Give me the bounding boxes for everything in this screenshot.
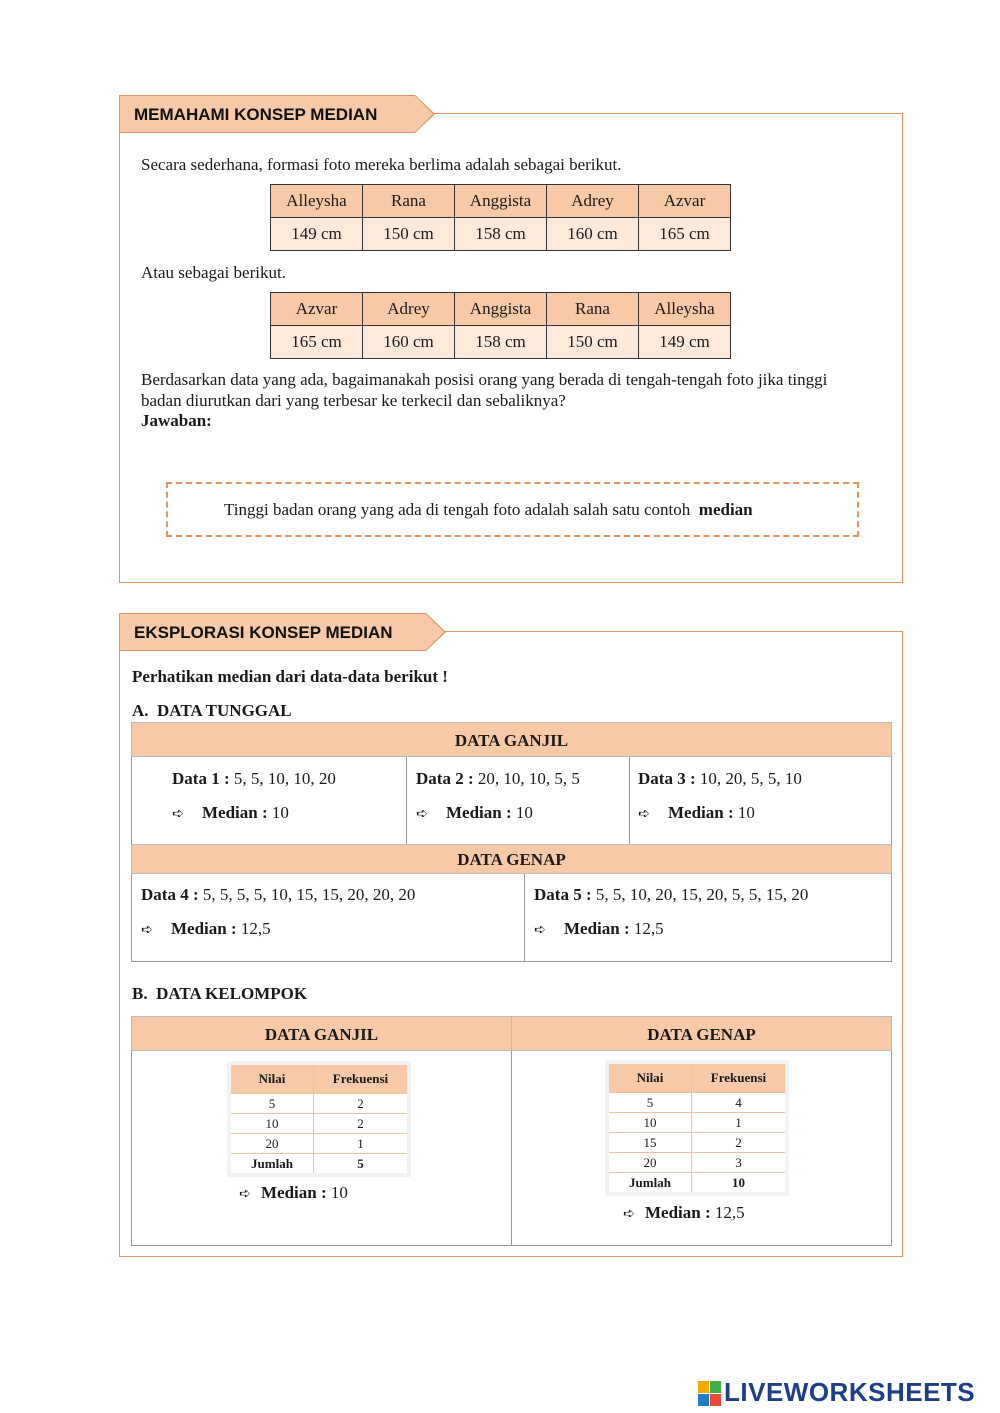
height-table-1 [270, 184, 731, 251]
table-row [271, 218, 731, 251]
data-values: 10, 20, 5, 5, 10 [699, 769, 802, 788]
data-3 [638, 768, 802, 789]
section1-intro: Secara sederhana, formasi foto mereka berlima adalah sebagai berikut. [141, 155, 622, 174]
table-cell: Anggista [455, 185, 547, 218]
table-cell: 2 [314, 1094, 410, 1114]
answer-text: Tinggi badan orang yang ada di tengah foto adalah salah satu contoh [224, 500, 691, 519]
column-header: Nilai [607, 1062, 692, 1093]
divider [511, 1051, 512, 1246]
table-cell: 1 [314, 1134, 410, 1154]
table-cell: 5 [607, 1093, 692, 1113]
or-text: Atau sebagai berikut. [141, 263, 286, 282]
median-label: Median : [171, 919, 237, 938]
part-b-heading: B. DATA KELOMPOK [132, 984, 308, 1003]
table-row [607, 1093, 787, 1113]
table-header-row [607, 1062, 787, 1093]
instruction: Perhatikan median dari data-data berikut ! [132, 667, 448, 686]
arrow-icon: ➪ [172, 806, 184, 822]
data-4 [141, 884, 415, 905]
median-label: Median : [564, 919, 630, 938]
table-cell: 10 [607, 1113, 692, 1133]
arrow-icon: ➪ [534, 922, 546, 938]
table-row [607, 1153, 787, 1173]
column-header: Frekuensi [314, 1063, 410, 1094]
question-line-2: badan diurutkan dari yang terbesar ke terkecil dan sebaliknya? [141, 391, 566, 410]
table-total-row [607, 1173, 787, 1195]
table-cell: 10 [229, 1114, 314, 1134]
median-value: 10 [737, 803, 755, 822]
divider [524, 874, 525, 962]
brand-logo[interactable]: LIVEWORKSHEETS [724, 1377, 976, 1407]
table-cell: 20 [229, 1134, 314, 1154]
median-label: Median : [261, 1183, 327, 1202]
table-row [607, 1113, 787, 1133]
median-5 [534, 918, 664, 941]
table-row [607, 1133, 787, 1153]
frequency-table-genap [605, 1060, 789, 1196]
arrow-icon: ➪ [416, 806, 428, 822]
median-value: 10 [515, 803, 533, 822]
median-value: 12,5 [240, 919, 271, 938]
section2-title: EKSPLORASI KONSEP MEDIAN [119, 613, 426, 651]
table-cell: 20 [607, 1153, 692, 1173]
column-header: Frekuensi [692, 1062, 788, 1093]
table-cell: Adrey [547, 185, 639, 218]
table-cell: 10 [692, 1173, 788, 1195]
table-cell: 165 cm [271, 326, 363, 359]
table-row [271, 293, 731, 326]
data-values: 5, 5, 10, 20, 15, 20, 5, 5, 15, 20 [595, 885, 809, 904]
table-cell: Jumlah [229, 1154, 314, 1176]
arrow-icon: ➪ [638, 806, 650, 822]
table-cell: Jumlah [607, 1173, 692, 1195]
table-cell: 149 cm [639, 326, 731, 359]
data-values: 20, 10, 10, 5, 5 [477, 769, 580, 788]
median-2 [416, 802, 533, 825]
table-row [229, 1094, 409, 1114]
table-row [271, 326, 731, 359]
data-values: 5, 5, 5, 5, 10, 15, 15, 20, 20, 20 [202, 885, 416, 904]
group-median-genap [623, 1202, 745, 1225]
table-header-row [229, 1063, 409, 1094]
data-label: Data 2 : [416, 769, 474, 788]
arrow-icon: ➪ [623, 1206, 635, 1222]
table-cell: 1 [692, 1113, 788, 1133]
table-cell: 160 cm [547, 218, 639, 251]
median-value: 12,5 [633, 919, 664, 938]
median-label: Median : [446, 803, 512, 822]
table-cell: 158 cm [455, 326, 547, 359]
median-label: Median : [668, 803, 734, 822]
table-cell: 158 cm [455, 218, 547, 251]
table-cell: 160 cm [363, 326, 455, 359]
table-cell: 15 [607, 1133, 692, 1153]
table-cell: Anggista [455, 293, 547, 326]
table-cell: Azvar [639, 185, 731, 218]
table-cell: 3 [692, 1153, 788, 1173]
frequency-table-ganjil [227, 1061, 411, 1177]
table-cell: 5 [314, 1154, 410, 1176]
liveworksheets-logo-icon [698, 1381, 722, 1407]
group-ganjil-header: DATA GANJIL [131, 1016, 512, 1051]
table-cell: Rana [363, 185, 455, 218]
table-cell: Rana [547, 293, 639, 326]
median-1 [172, 802, 289, 825]
median-value: 10 [271, 803, 289, 822]
data-1 [172, 768, 336, 789]
table-cell: 150 cm [547, 326, 639, 359]
table-row [271, 185, 731, 218]
data-label: Data 5 : [534, 885, 592, 904]
median-4 [141, 918, 271, 941]
arrow-icon: ➪ [239, 1186, 251, 1202]
table-cell: 4 [692, 1093, 788, 1113]
divider [629, 757, 630, 844]
group-genap-header: DATA GENAP [511, 1016, 892, 1051]
table-row [229, 1134, 409, 1154]
question-line-1: Berdasarkan data yang ada, bagaimanakah posisi orang yang berada di tengah-tengah foto jika tinggi [141, 370, 828, 389]
group-median-ganjil [239, 1182, 348, 1205]
section1-title: MEMAHAMI KONSEP MEDIAN [119, 95, 415, 133]
genap-header: DATA GENAP [131, 844, 892, 874]
table-total-row [229, 1154, 409, 1176]
column-header: Nilai [229, 1063, 314, 1094]
table-cell: 2 [692, 1133, 788, 1153]
answer-label: Jawaban: [141, 411, 212, 430]
table-cell: Alleysha [639, 293, 731, 326]
divider [406, 757, 407, 844]
table-cell: 150 cm [363, 218, 455, 251]
answer-text-line [224, 499, 753, 520]
table-cell: 149 cm [271, 218, 363, 251]
data-label: Data 4 : [141, 885, 199, 904]
part-a-heading: A. DATA TUNGGAL [132, 701, 292, 720]
table-row [229, 1114, 409, 1134]
ganjil-header: DATA GANJIL [131, 722, 892, 757]
median-label: Median : [202, 803, 268, 822]
table-cell: 5 [229, 1094, 314, 1114]
table-cell: 165 cm [639, 218, 731, 251]
median-value: 12,5 [714, 1203, 745, 1222]
answer-keyword: median [698, 500, 753, 519]
data-label: Data 1 : [172, 769, 230, 788]
height-table-2 [270, 292, 731, 359]
data-2 [416, 768, 580, 789]
table-cell: 2 [314, 1114, 410, 1134]
table-cell: Alleysha [271, 185, 363, 218]
table-cell: Adrey [363, 293, 455, 326]
table-cell: Azvar [271, 293, 363, 326]
arrow-icon: ➪ [141, 922, 153, 938]
data-label: Data 3 : [638, 769, 696, 788]
data-5 [534, 884, 808, 905]
median-value: 10 [330, 1183, 348, 1202]
median-3 [638, 802, 755, 825]
median-label: Median : [645, 1203, 711, 1222]
data-values: 5, 5, 10, 10, 20 [233, 769, 336, 788]
